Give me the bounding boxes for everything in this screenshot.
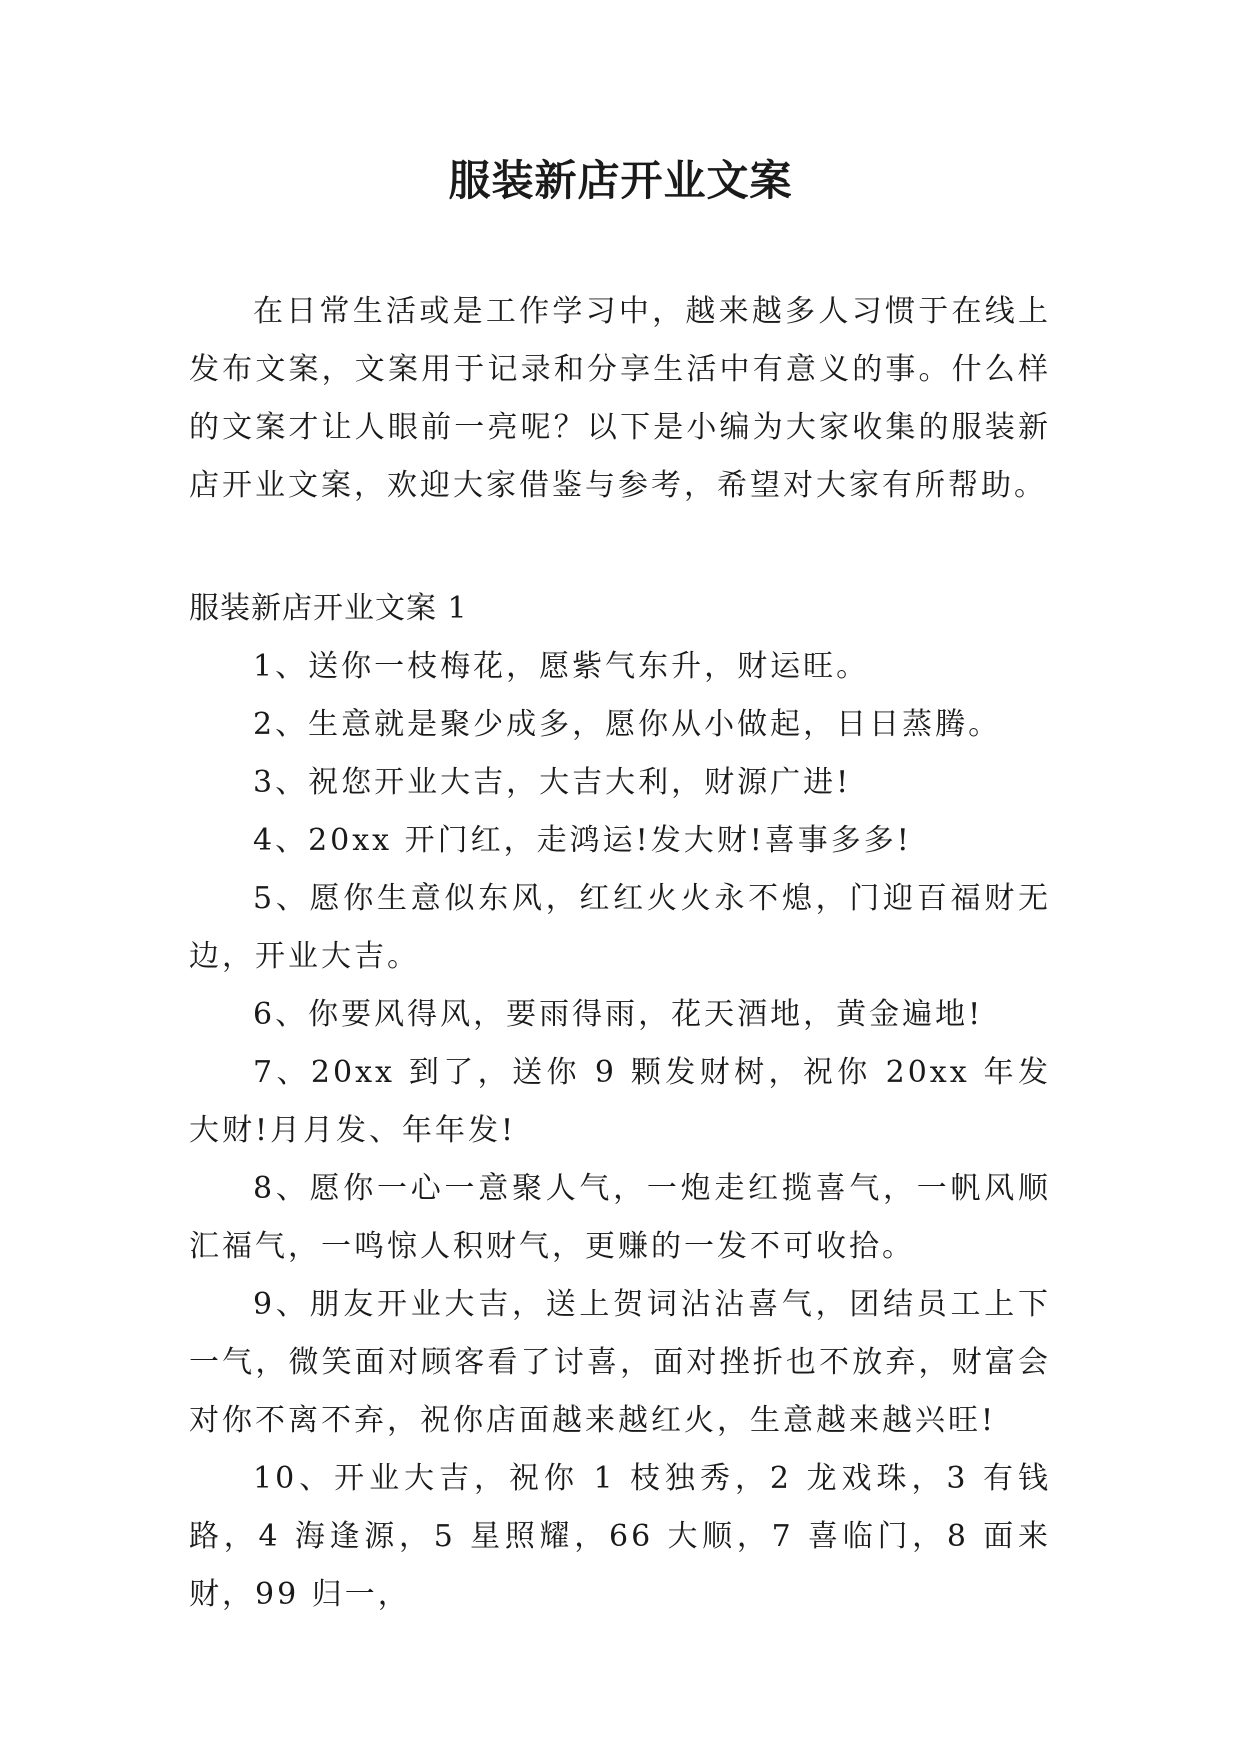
document-body — [189, 283, 1051, 1624]
wish-item-8: 8、愿你一心一意聚人气，一炮走红揽喜气，一帆风顺汇福气，一鸣惊人积财气，更赚的一发不可收拾。 — [189, 1171, 1051, 1264]
wish-item-1: 1、送你一枝梅花，愿紫气东升，财运旺。 — [253, 649, 870, 684]
wish-item-10: 10、开业大吉，祝你 1 枝独秀，2 龙戏珠，3 有钱路，4 海逢源，5 星照耀，66 大顺，7 喜临门，8 面来财，99 归一， — [189, 1461, 1051, 1612]
wish-item-5: 5、愿你生意似东风，红红火火永不熄，门迎百福财无边，开业大吉。 — [189, 881, 1051, 974]
document-title: 服装新店开业文案 — [448, 156, 793, 205]
wish-item-4: 4、20xx 开门红，走鸿运!发大财!喜事多多! — [253, 823, 912, 858]
wish-item-9: 9、朋友开业大吉，送上贺词沾沾喜气，团结员工上下一气，微笑面对顾客看了讨喜，面对挫折也不放弃，财富会对你不离不弃，祝你店面越来越红火，生意越来越兴旺! — [189, 1287, 1051, 1438]
wish-item-6: 6、你要风得风，要雨得雨，花天酒地，黄金遍地! — [253, 997, 984, 1032]
section-heading: 服装新店开业文案 1 — [189, 591, 468, 626]
wish-item-7: 7、20xx 到了，送你 9 颗发财树，祝你 20xx 年发大财!月月发、年年发! — [189, 1055, 1051, 1148]
intro-paragraph: 在日常生活或是工作学习中，越来越多人习惯于在线上发布文案，文案用于记录和分享生活中有意义的事。什么样的文案才让人眼前一亮呢？以下是小编为大家收集的服装新店开业文案，欢迎大家借鉴与参考，希望对大家有所帮助。 — [189, 294, 1051, 503]
wish-item-2: 2、生意就是聚少成多，愿你从小做起，日日蒸腾。 — [253, 707, 1002, 742]
wish-item-3: 3、祝您开业大吉，大吉大利，财源广进! — [253, 765, 852, 800]
